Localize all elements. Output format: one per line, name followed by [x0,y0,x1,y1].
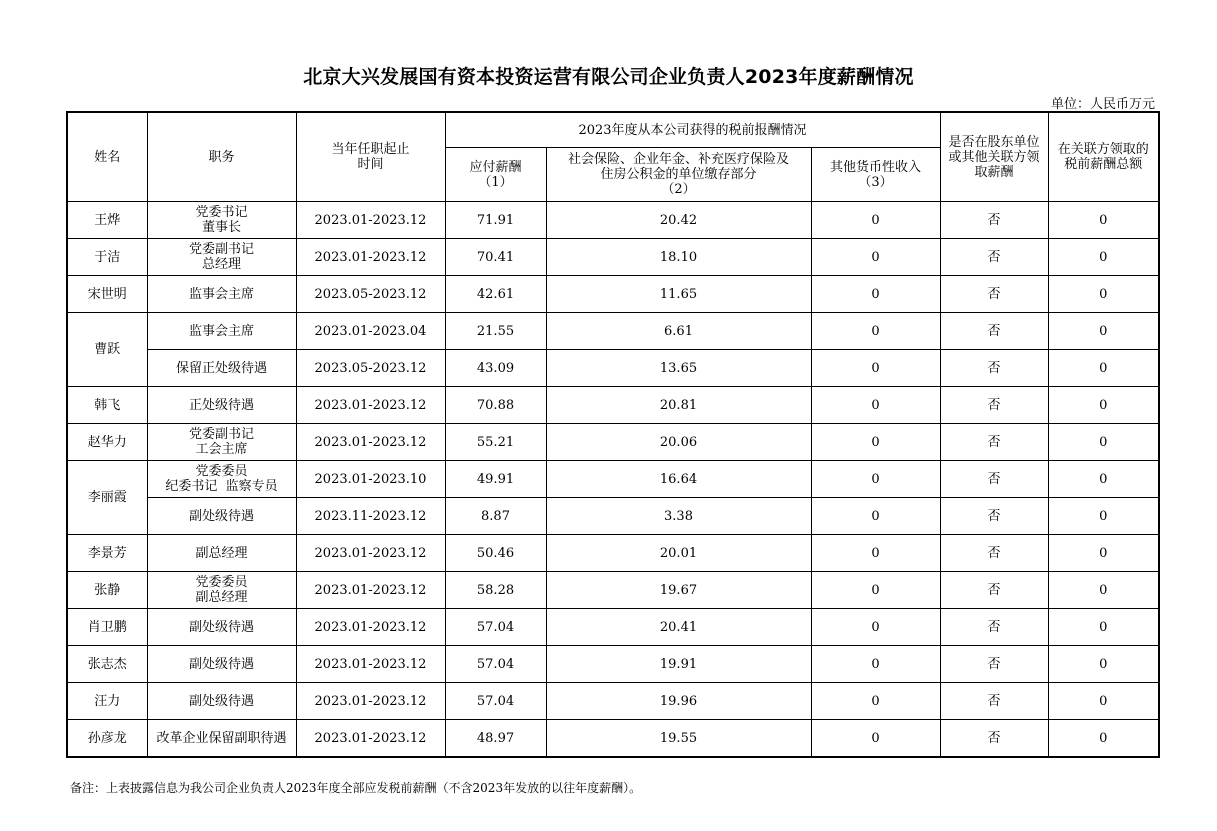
cell-insurance: 20.06 [546,424,811,461]
table-row [67,683,1159,720]
header-salary: 应付薪酬 （1） [445,148,546,202]
cell-insurance: 18.10 [546,239,811,276]
position-line: 董事长 [201,220,241,235]
page-title: 北京大兴发展国有资本投资运营有限公司企业负责人2023年度薪酬情况 [303,66,914,88]
cell-related: 0 [1048,683,1159,720]
position-line: 副处级待遇 [188,619,254,635]
unit-label: 单位：人民币万元 [1050,97,1155,112]
cell-related: 0 [1048,498,1159,535]
table-body [67,202,1159,758]
cell-position [147,387,296,424]
cell-shareholder: 否 [940,683,1048,720]
cell-name: 张静 [67,572,147,609]
position-line: 党委委员 [195,575,248,590]
table-row [67,498,1159,535]
cell-position [147,350,296,387]
header-term: 当年任职起止 时间 [296,112,445,202]
cell-other: 0 [811,683,940,720]
table-row [67,350,1159,387]
table-row [67,202,1159,239]
cell-insurance: 3.38 [546,498,811,535]
table-row [67,646,1159,683]
cell-other: 0 [811,572,940,609]
cell-salary: 70.88 [445,387,546,424]
position-line: 纪委书记 监察专员 [165,479,278,494]
cell-insurance: 13.65 [546,350,811,387]
cell-position [147,572,296,609]
cell-other: 0 [811,609,940,646]
cell-salary: 55.21 [445,424,546,461]
position-line: 正处级待遇 [188,397,254,413]
cell-salary: 57.04 [445,646,546,683]
cell-other: 0 [811,498,940,535]
cell-other: 0 [811,646,940,683]
cell-insurance: 16.64 [546,461,811,498]
cell-name: 肖卫鹏 [67,609,147,646]
cell-position [147,498,296,535]
cell-other: 0 [811,720,940,758]
cell-name: 宋世明 [67,276,147,313]
cell-shareholder: 否 [940,535,1048,572]
cell-shareholder: 否 [940,239,1048,276]
cell-insurance: 11.65 [546,276,811,313]
table-row [67,609,1159,646]
cell-other: 0 [811,202,940,239]
table-row [67,276,1159,313]
cell-term: 2023.01-2023.12 [296,202,445,239]
position-line: 监事会主席 [188,286,254,302]
table-row [67,461,1159,498]
cell-position [147,535,296,572]
cell-related: 0 [1048,239,1159,276]
cell-position [147,609,296,646]
table-row [67,313,1159,350]
cell-name: 王烨 [67,202,147,239]
cell-related: 0 [1048,350,1159,387]
cell-term: 2023.01-2023.12 [296,239,445,276]
cell-position [147,646,296,683]
table-row [67,387,1159,424]
cell-other: 0 [811,239,940,276]
cell-salary: 21.55 [445,313,546,350]
cell-salary: 49.91 [445,461,546,498]
cell-term: 2023.01-2023.12 [296,572,445,609]
cell-insurance: 6.61 [546,313,811,350]
header-insurance: 社会保险、企业年金、补充医疗保险及 住房公积金的单位缴存部分 （2） [546,148,811,202]
cell-shareholder: 否 [940,202,1048,239]
cell-other: 0 [811,387,940,424]
cell-related: 0 [1048,646,1159,683]
cell-related: 0 [1048,535,1159,572]
cell-insurance: 20.42 [546,202,811,239]
cell-term: 2023.01-2023.12 [296,720,445,758]
cell-related: 0 [1048,276,1159,313]
cell-salary: 43.09 [445,350,546,387]
cell-salary: 8.87 [445,498,546,535]
cell-related: 0 [1048,572,1159,609]
cell-other: 0 [811,424,940,461]
cell-related: 0 [1048,720,1159,758]
cell-insurance: 20.01 [546,535,811,572]
cell-shareholder: 否 [940,498,1048,535]
salary-table [66,111,1160,758]
cell-other: 0 [811,461,940,498]
cell-term: 2023.01-2023.12 [296,683,445,720]
cell-name: 李丽霞 [67,461,147,535]
cell-insurance: 20.41 [546,609,811,646]
cell-shareholder: 否 [940,572,1048,609]
position-line: 监事会主席 [188,323,254,339]
cell-salary: 50.46 [445,535,546,572]
table-row [67,535,1159,572]
cell-shareholder: 否 [940,720,1048,758]
cell-shareholder: 否 [940,276,1048,313]
position-line: 党委书记 [195,205,248,220]
header-group: 2023年度从本公司获得的税前报酬情况 [445,112,940,148]
cell-shareholder: 否 [940,461,1048,498]
cell-position [147,202,296,239]
cell-term: 2023.01-2023.10 [296,461,445,498]
cell-position [147,276,296,313]
cell-name: 于洁 [67,239,147,276]
cell-name: 赵华力 [67,424,147,461]
footnote: 备注：上表披露信息为我公司企业负责人2023年度全部应发税前薪酬（不含2023年发放的以往年度薪酬）。 [70,781,642,795]
cell-term: 2023.01-2023.12 [296,535,445,572]
cell-name: 张志杰 [67,646,147,683]
cell-term: 2023.05-2023.12 [296,350,445,387]
cell-insurance: 19.67 [546,572,811,609]
header-name: 姓名 [67,112,147,202]
cell-related: 0 [1048,387,1159,424]
header-shareholder: 是否在股东单位 或其他关联方领 取薪酬 [940,112,1048,202]
cell-shareholder: 否 [940,313,1048,350]
cell-name: 汪力 [67,683,147,720]
position-line: 总经理 [201,257,241,272]
table-row [67,720,1159,758]
position-line: 副处级待遇 [188,656,254,672]
table-row [67,239,1159,276]
position-line: 副处级待遇 [188,508,254,524]
cell-insurance: 19.55 [546,720,811,758]
cell-salary: 71.91 [445,202,546,239]
cell-shareholder: 否 [940,387,1048,424]
table-row [67,424,1159,461]
cell-insurance: 19.96 [546,683,811,720]
cell-term: 2023.01-2023.12 [296,387,445,424]
position-line: 副总经理 [195,545,248,561]
cell-shareholder: 否 [940,350,1048,387]
position-line: 党委委员 [195,464,248,479]
cell-term: 2023.11-2023.12 [296,498,445,535]
cell-term: 2023.01-2023.12 [296,646,445,683]
cell-name: 孙彦龙 [67,720,147,758]
cell-position [147,683,296,720]
cell-other: 0 [811,535,940,572]
cell-related: 0 [1048,202,1159,239]
position-line: 副处级待遇 [188,693,254,709]
cell-term: 2023.01-2023.12 [296,424,445,461]
table-row [67,572,1159,609]
cell-related: 0 [1048,313,1159,350]
cell-salary: 42.61 [445,276,546,313]
cell-name: 曹跃 [67,313,147,387]
cell-term: 2023.05-2023.12 [296,276,445,313]
cell-related: 0 [1048,461,1159,498]
cell-salary: 70.41 [445,239,546,276]
cell-related: 0 [1048,424,1159,461]
cell-salary: 57.04 [445,683,546,720]
cell-salary: 58.28 [445,572,546,609]
cell-salary: 48.97 [445,720,546,758]
cell-insurance: 19.91 [546,646,811,683]
position-line: 党委副书记 [188,242,254,257]
table-header [67,112,1159,202]
cell-position [147,461,296,498]
cell-shareholder: 否 [940,609,1048,646]
cell-other: 0 [811,350,940,387]
cell-position [147,239,296,276]
cell-shareholder: 否 [940,646,1048,683]
cell-term: 2023.01-2023.04 [296,313,445,350]
cell-name: 韩飞 [67,387,147,424]
position-line: 保留正处级待遇 [175,360,267,376]
cell-salary: 57.04 [445,609,546,646]
cell-name: 李景芳 [67,535,147,572]
position-line: 副总经理 [195,590,248,605]
position-line: 党委副书记 [188,427,254,442]
cell-term: 2023.01-2023.12 [296,609,445,646]
cell-insurance: 20.81 [546,387,811,424]
position-line: 工会主席 [195,442,248,457]
cell-related: 0 [1048,609,1159,646]
position-line: 改革企业保留副职待遇 [156,730,287,746]
header-other: 其他货币性收入 （3） [811,148,940,202]
cell-shareholder: 否 [940,424,1048,461]
header-related: 在关联方领取的 税前薪酬总额 [1048,112,1159,202]
cell-other: 0 [811,276,940,313]
cell-position [147,720,296,758]
cell-other: 0 [811,313,940,350]
cell-position [147,424,296,461]
cell-position [147,313,296,350]
header-position: 职务 [147,112,296,202]
